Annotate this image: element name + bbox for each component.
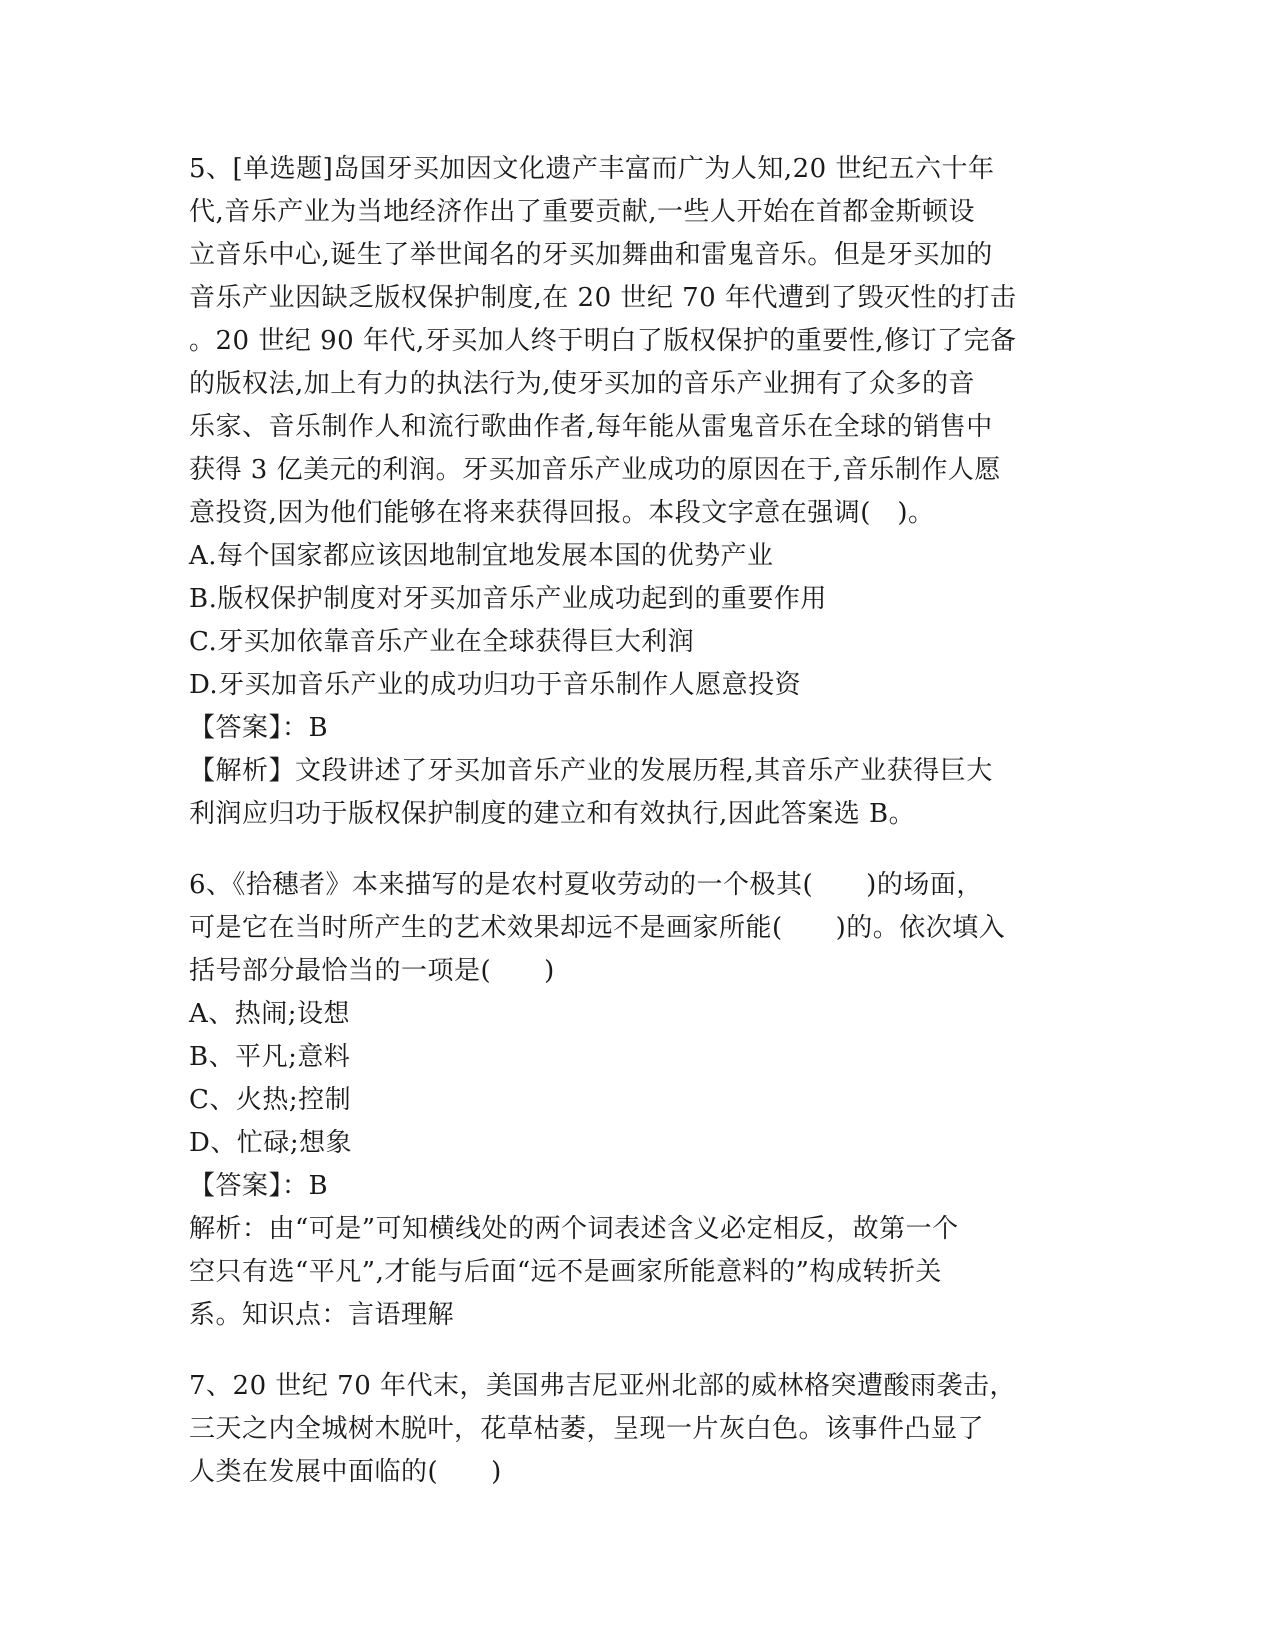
question-5-option-b: B.版权保护制度对牙买加音乐产业成功起到的重要作用: [189, 584, 827, 614]
question-6-option-a: A、热闹;设想: [189, 999, 351, 1029]
question-6-analysis-line: 解析：由“可是”可知横线处的两个词表述含义必定相反，故第一个: [189, 1214, 959, 1244]
question-spacer: [189, 1337, 1079, 1365]
question-6: [189, 864, 1079, 1337]
question-6-stem-line: 可是它在当时所产生的艺术效果却远不是画家所能( )的。依次填入: [189, 913, 1006, 943]
question-6-answer: 【答案】：B: [189, 1171, 329, 1201]
question-6-option-b: B、平凡;意料: [189, 1042, 351, 1072]
question-7-stem-line: 7、20 世纪 70 年代末，美国弗吉尼亚州北部的威林格突遭酸雨袭击，: [189, 1371, 1017, 1401]
question-7: [189, 1365, 1079, 1494]
question-5-stem-line: 获得 3 亿美元的利润。牙买加音乐产业成功的原因在于,音乐制作人愿: [189, 455, 1001, 485]
question-6-option-d: D、忙碌;想象: [189, 1128, 353, 1158]
question-7-stem-line: 三天之内全城树木脱叶，花草枯萎，呈现一片灰白色。该事件凸显了: [189, 1414, 985, 1444]
question-6-analysis-line: 系。知识点：言语理解: [189, 1300, 455, 1330]
question-5-stem-line: 。20 世纪 90 年代,牙买加人终于明白了版权保护的重要性,修订了完备: [189, 326, 1017, 356]
question-5-option-c: C.牙买加依靠音乐产业在全球获得巨大利润: [189, 627, 695, 657]
question-5-analysis-line: 利润应归功于版权保护制度的建立和有效执行,因此答案选 B。: [189, 799, 916, 829]
question-6-stem-line: 6、《拾穗者》本来描写的是农村夏收劳动的一个极其( )的场面，: [189, 870, 983, 900]
question-6-analysis-line: 空只有选“平凡”,才能与后面“远不是画家所能意料的”构成转折关: [189, 1257, 942, 1287]
document-page: [189, 148, 1079, 1494]
question-6-option-c: C、火热;控制: [189, 1085, 352, 1115]
question-5-answer: 【答案】：B: [189, 713, 329, 743]
question-5-option-a: A.每个国家都应该因地制宜地发展本国的优势产业: [189, 541, 774, 571]
question-5-stem-line: 乐家、音乐制作人和流行歌曲作者,每年能从雷鬼音乐在全球的销售中: [189, 412, 993, 442]
question-5-stem-line: 代,音乐产业为当地经济作出了重要贡献,一些人开始在首都金斯顿设: [189, 197, 976, 227]
question-6-stem-line: 括号部分最恰当的一项是( ): [189, 956, 555, 986]
question-spacer: [189, 836, 1079, 864]
question-5-option-d: D.牙买加音乐产业的成功归功于音乐制作人愿意投资: [189, 670, 802, 700]
question-5-analysis-line: 【解析】文段讲述了牙买加音乐产业的发展历程,其音乐产业获得巨大: [189, 756, 993, 786]
question-5-stem-line: 音乐产业因缺乏版权保护制度,在 20 世纪 70 年代遭到了毁灭性的打击: [189, 283, 1017, 313]
question-5-stem-line: 的版权法,加上有力的执法行为,使牙买加的音乐产业拥有了众多的音: [189, 369, 976, 399]
question-5: [189, 148, 1079, 836]
question-5-stem-line: 5、[单选题]岛国牙买加因文化遗产丰富而广为人知,20 世纪五六十年: [189, 154, 995, 184]
question-5-stem-line: 立音乐中心,诞生了举世闻名的牙买加舞曲和雷鬼音乐。但是牙买加的: [189, 240, 993, 270]
question-7-stem-line: 人类在发展中面临的( ): [189, 1457, 502, 1487]
question-5-stem-line: 意投资,因为他们能够在将来获得回报。本段文字意在强调( )。: [189, 498, 935, 528]
